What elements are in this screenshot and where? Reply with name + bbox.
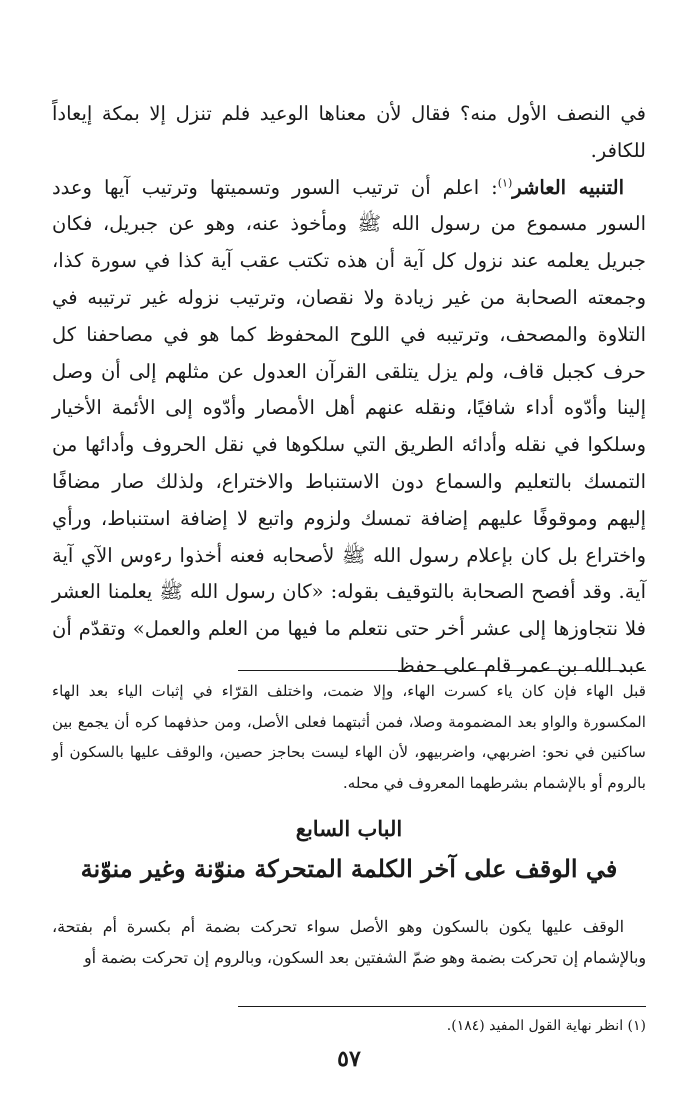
- chapter-text: [52, 912, 646, 973]
- paragraph-continuation: في النصف الأول منه؟ فقال لأن معناها الوعيد فلم تنزل إلا بمكة إيعاداً للكافر.: [52, 102, 646, 162]
- chapter-paragraph: الوقف عليها يكون بالسكون وهو الأصل سواء تحركت بضمة أم بكسرة أم بفتحة، وبالإشمام إن تحركت بضمة وهو ضمّ الشفتين بعد السكون، وبالروم إن تحركت بضمة أو: [52, 917, 646, 967]
- chapter-header: [52, 812, 646, 890]
- note-ten-paragraph: [52, 170, 646, 685]
- footnote-separator-top: [238, 670, 646, 671]
- footnote-continuation-text: قبل الهاء فإن كان ياء كسرت الهاء، وإلا ضمت، واختلف القرّاء في إثبات الياء بعد الهاء المكسورة والواو بعد المضمومة وصلا، فمن أثبتهما فعلى الأصل، ومن حذفهما كره أن يجمع بين ساكنين في نحو: اضربهي، واضربيهو، لأن الهاء ليست بحاجز حصين، والوقف عليها بالسكون أو بالروم أو بالإشمام بشرطهما المعروف في محله.: [52, 682, 646, 792]
- footnote: (١) انظر نهاية القول المفيد (١٨٤).: [446, 1018, 646, 1034]
- note-ten-text: : اعلم أن ترتيب السور وتسميتها وترتيب آيها وعدد السور مسموع من رسول الله ﷺ ومأخوذ عنه، وهو عن جبريل، فكان جبريل يعلمه عند نزول كل آية أن هذه تكتب عقب آية كذا في سورة كذا، وجمعته الصحابة من غير زيادة ولا نقصان، وترتيب نزوله غير ترتيبه في التلاوة والمصحف، وترتيبه في اللوح المحفوظ كما هو في مصاحفنا كل حرف كجبل قاف، ولم يزل يتلقى القرآن العدول عن مثلهم إلى أن وصل إلينا وأدّوه أداء شافيًا، ونقله عنهم أهل الأمصار وأدّوه إلى الأئمة الأخيار وسلكوا في نقله وأدائه الطريق التي سلكوها في نقل الحروف وأدائها من التمسك بالتعليم والسماع دون الاستنباط والاختراع، ولذلك صار مضافًا إليهم وموقوفًا عليهم إضافة تمسك ولزوم واتبع لا إضافة استنباط، ورأي واختراع بل كان بإعلام رسول الله ﷺ لأصحابه فعنه أخذوا رءوس الآي آية آية. وقد أفصح الصحابة بالتوقيف بقوله: «كان رسول الله ﷺ يعلمنا العشر فلا نتجاوزها إلى عشر أخر حتى نتعلم ما فيها من العلم والعمل» وتقدّم أن عبد الله بن عمر قام على حفظ: [52, 175, 646, 677]
- page-number: ٥٧: [337, 1046, 361, 1072]
- chapter-title: في الوقف على آخر الكلمة المتحركة منوّنة وغير منوّنة: [80, 854, 618, 883]
- chapter-number: الباب السابع: [295, 816, 403, 841]
- footnote-separator: [238, 1006, 646, 1007]
- footnote-continuation: [52, 676, 646, 798]
- main-text: [52, 96, 646, 685]
- footnote-marker: (١): [497, 176, 513, 190]
- note-ten-heading: التنبيه العاشر: [512, 175, 624, 199]
